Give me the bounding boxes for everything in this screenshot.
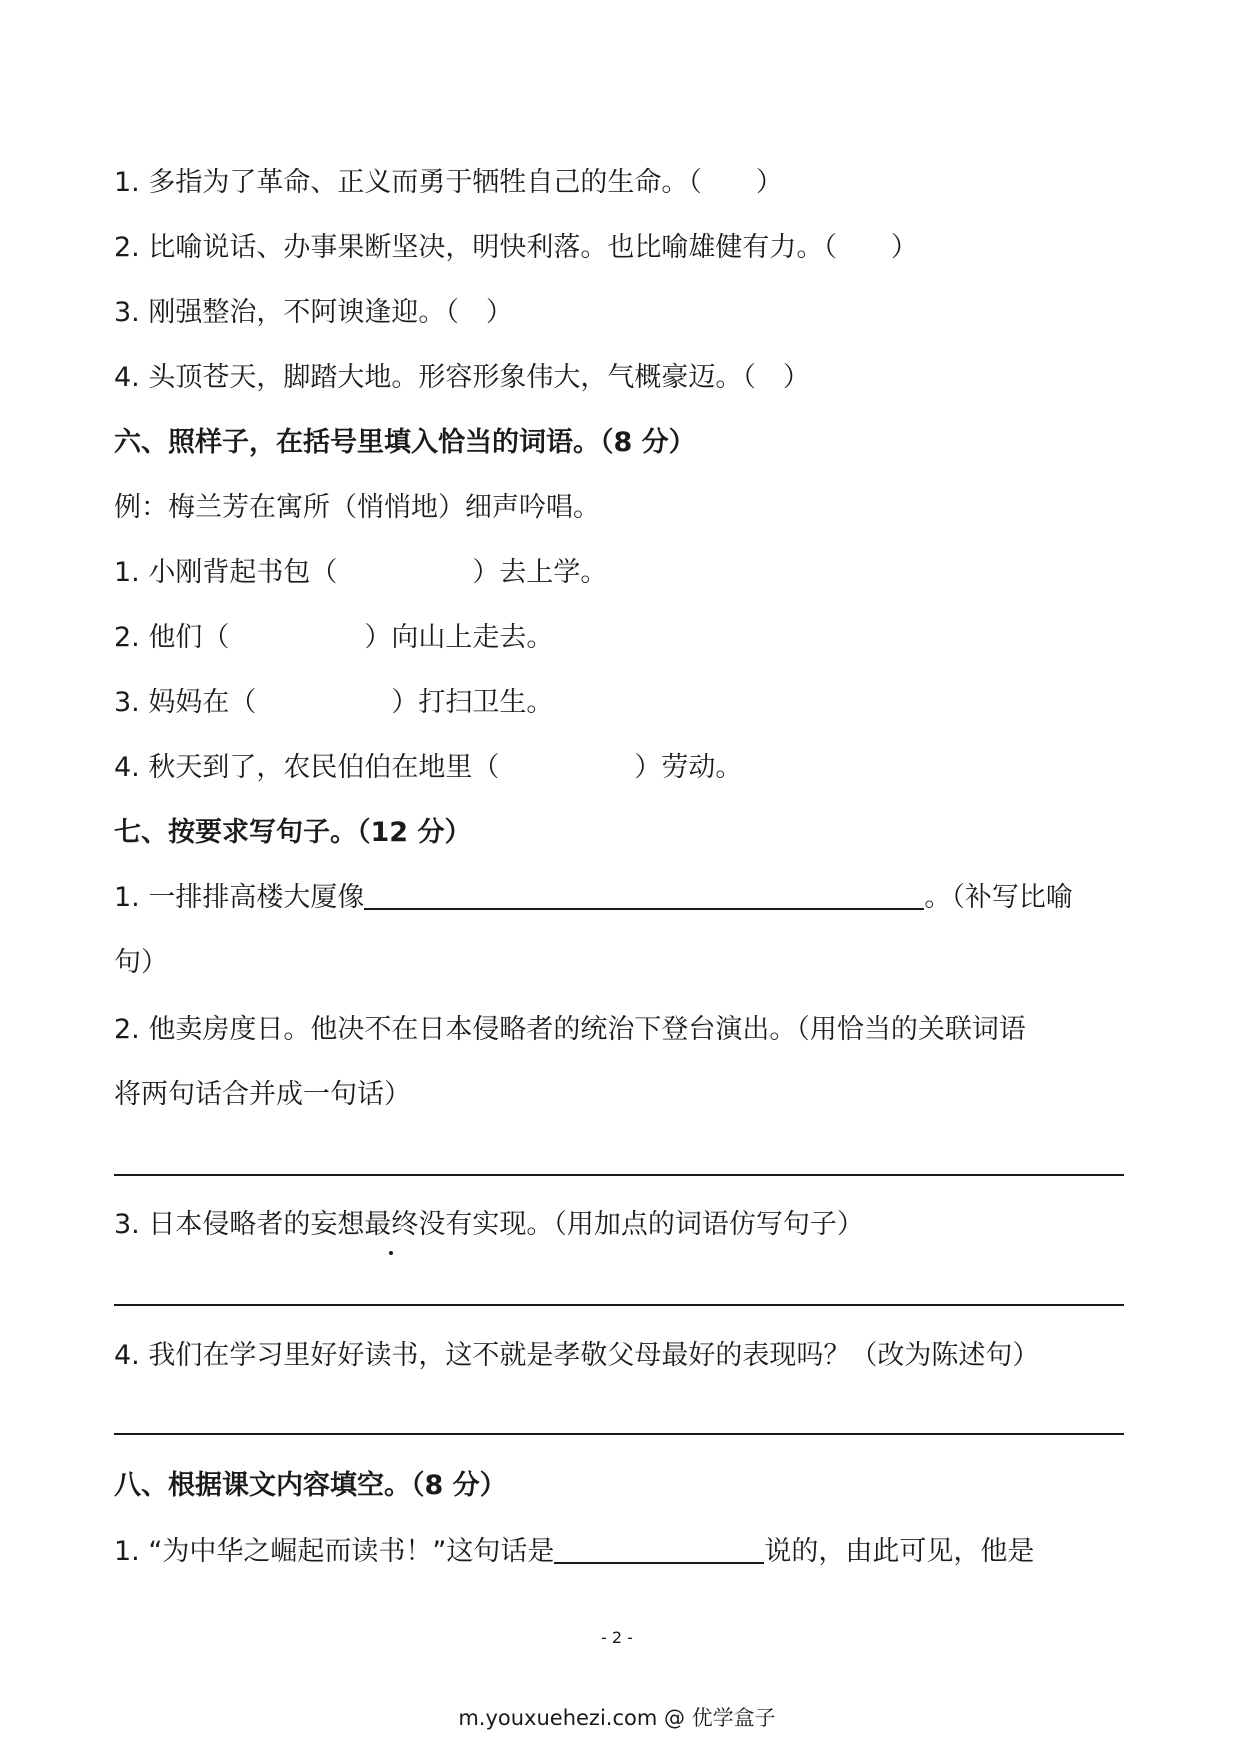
page-number: - 2 - bbox=[601, 1628, 633, 1647]
section7-q3-hint: 没有实现。（用加点的词语仿写句子） bbox=[418, 1209, 864, 1240]
section6-item-2: 2. 他们（ ）向山上走去。 bbox=[114, 622, 554, 653]
section7-q3 bbox=[114, 1205, 1124, 1245]
section7-q1-prompt: 1. 一排排高楼大厦像 bbox=[114, 882, 365, 913]
footer-watermark: m.youxuehezi.com @ 优学盒子 bbox=[458, 1706, 776, 1730]
section7-q2-answer-line[interactable] bbox=[114, 1174, 1124, 1176]
section6-item-3: 3. 妈妈在（ ）打扫卫生。 bbox=[114, 687, 554, 718]
section5-item-3: 3. 刚强整治，不阿谀逢迎。（ ） bbox=[114, 297, 513, 328]
section7-q1-continued: 句） bbox=[114, 947, 168, 978]
section8-q1-prompt: 1. “为中华之崛起而读书！”这句话是 bbox=[114, 1536, 555, 1567]
section6-heading: 六、照样子，在括号里填入恰当的词语。（8 分） bbox=[114, 427, 696, 458]
section8-q1 bbox=[114, 1532, 1124, 1572]
section7-q2-line2: 将两句话合并成一句话） bbox=[114, 1079, 411, 1110]
section7-q1-hint: 。（补写比喻 bbox=[924, 882, 1073, 913]
section8-heading: 八、根据课文内容填空。（8 分） bbox=[114, 1470, 507, 1501]
section7-q1-blank[interactable] bbox=[364, 878, 924, 910]
section7-q3-dotted-word: 最终 bbox=[364, 1205, 418, 1245]
section5-item-4: 4. 头顶苍天，脚踏大地。形容形象伟大，气概豪迈。（ ） bbox=[114, 362, 810, 393]
section7-q3-prompt: 3. 日本侵略者的妄想 bbox=[114, 1209, 365, 1240]
section8-q1-continuation: 说的，由此可见，他是 bbox=[764, 1536, 1035, 1567]
section7-q4: 4. 我们在学习里好好读书，这不就是孝敬父母最好的表现吗？（改为陈述句） bbox=[114, 1340, 1040, 1371]
section6-item-4: 4. 秋天到了，农民伯伯在地里（ ）劳动。 bbox=[114, 752, 743, 783]
section6-item-1: 1. 小刚背起书包（ ）去上学。 bbox=[114, 557, 608, 588]
section7-q2-line1: 2. 他卖房度日。他决不在日本侵略者的统治下登台演出。（用恰当的关联词语 bbox=[114, 1014, 1026, 1045]
section6-example: 例：梅兰芳在寓所（悄悄地）细声吟唱。 bbox=[114, 492, 600, 523]
section7-q1 bbox=[114, 878, 1124, 918]
section8-q1-blank[interactable] bbox=[554, 1532, 764, 1564]
section5-item-2: 2. 比喻说话、办事果断坚决，明快利落。也比喻雄健有力。（ ） bbox=[114, 232, 918, 263]
section7-heading: 七、按要求写句子。（12 分） bbox=[114, 817, 472, 848]
section7-q4-answer-line[interactable] bbox=[114, 1433, 1124, 1435]
section7-q3-answer-line[interactable] bbox=[114, 1304, 1124, 1306]
section5-item-1: 1. 多指为了革命、正义而勇于牺牲自己的生命。（ ） bbox=[114, 167, 783, 198]
